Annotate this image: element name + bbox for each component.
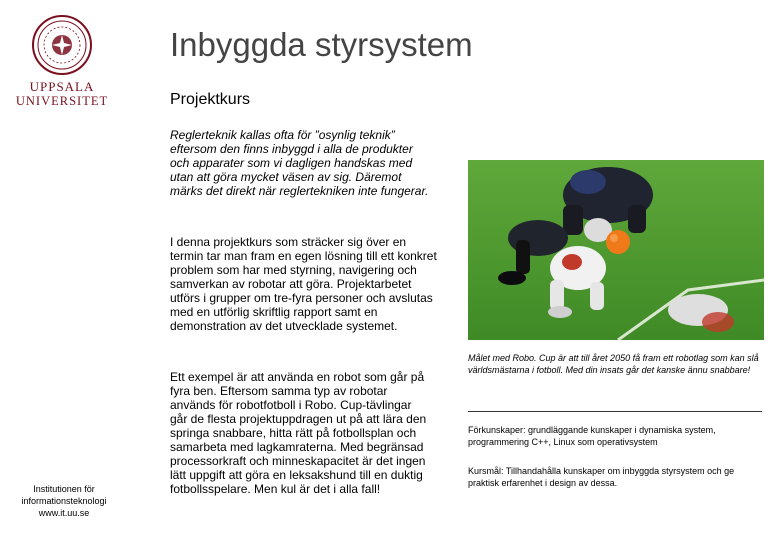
- prerequisites-text: Förkunskaper: grundläggande kunskaper i dynamiska system, programmering C++, Linux som operativsystem: [468, 425, 716, 447]
- divider: [468, 411, 762, 412]
- university-logo: [14, 14, 110, 106]
- intro-paragraph: Reglerteknik kallas ofta för ”osynlig teknik” eftersom den finns inbyggd i alla de produkter och apparater som vi dagligen handskas med utan att göra mycket väsen av sig. Däremot märks det direkt när reglertekniken inte fungerar.: [170, 128, 429, 198]
- footer-website-link[interactable]: www.it.uu.se: [38, 508, 90, 518]
- footer: [6, 483, 122, 519]
- robot-soccer-photo: [468, 160, 764, 340]
- course-goal-text: Kursmål: Tillhandahålla kunskaper om inbyggda styrsystem och ge praktisk erfarenhet i design av dessa.: [468, 466, 735, 488]
- example-paragraph: Ett exempel är att använda en robot som går på fyra ben. Eftersom samma typ av robotar används för robotfotboll i Robo. Cup-tävlingar går de flesta projektuppdragen ut på att lära den springa snabbare, hitta rätt på fotbollsplan och samarbeta med lagkamraterna. Med begränsad processorkraft och minneskapacitet är det ingen lätt uppgift att göra en leksakshund till en duktig fotbollsspelare. Men kul är det i alla fall!: [170, 370, 427, 496]
- page-title: Inbyggda styrsystem: [170, 26, 473, 63]
- course-description-paragraph: I denna projektkurs som sträcker sig över en termin tar man fram en egen lösning till ett konkret problem som har med styrning, navigering och samverkan av robotar att göra. Projektarbetet utförs i grupper om tre-fyra personer och avslutas med en utförlig skriftlig rapport samt en demonstration av det utvecklade systemet.: [170, 235, 437, 333]
- page-subtitle: Projektkurs: [170, 91, 251, 108]
- footer-department-line2: informationsteknologi: [21, 496, 107, 506]
- logo-text-line2: UNIVERSITET: [15, 94, 109, 108]
- footer-department-line1: Institutionen för: [33, 484, 95, 494]
- photo-caption: Målet med Robo. Cup är att till året 2050 få fram ett robotlag som kan slå världsmästarna i fotboll. Med din insats går det kanske ännu snabbare!: [468, 353, 759, 375]
- logo-text-line1: UPPSALA: [29, 79, 95, 94]
- university-seal-icon: [31, 14, 93, 76]
